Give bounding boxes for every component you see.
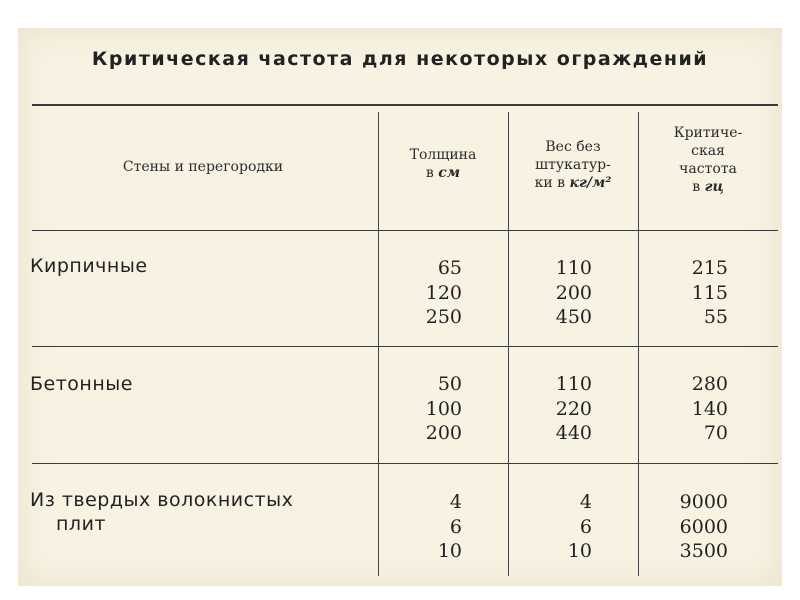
row-group-label [30, 254, 148, 278]
column-divider-1 [378, 112, 379, 576]
header-rule [32, 230, 778, 231]
table-cell: 4 [579, 491, 592, 513]
header-frequency-line-4 [640, 178, 776, 196]
table-cell: 215 [691, 257, 728, 279]
table-cell: 200 [555, 281, 592, 304]
header-thickness-line-1: Толщина [409, 147, 477, 163]
group-name-line: Из твердых волокнистых [30, 489, 294, 511]
header-weight-unit: кг/м² [569, 175, 612, 191]
table-cell: 440 [555, 422, 592, 444]
row-group-label [30, 488, 293, 536]
header-thickness-prefix: в [425, 165, 439, 181]
column-divider-2 [508, 112, 509, 576]
group-name-line: Бетонные [30, 373, 133, 395]
group-rule-2 [32, 463, 778, 464]
table-cell: 280 [691, 373, 728, 395]
column-divider-3 [638, 112, 639, 576]
table-cell: 450 [555, 306, 592, 328]
table-cell: 65 [437, 257, 462, 279]
table-cell: 3500 [679, 540, 728, 562]
table-cell: 200 [425, 422, 462, 444]
header-weight-prefix: ки в [534, 175, 570, 191]
group-name-line: плит [56, 513, 106, 535]
thickness-values [380, 372, 462, 446]
table-cell: 10 [437, 540, 462, 562]
header-thickness-line-2 [380, 164, 506, 182]
table-cell: 120 [425, 281, 462, 304]
header-frequency-line-3: частота [679, 161, 737, 177]
group-rule-1 [32, 346, 778, 347]
table-cell: 140 [691, 397, 728, 420]
table-cell: 9000 [679, 491, 728, 513]
thickness-values [380, 256, 462, 330]
table-cell: 100 [425, 397, 462, 420]
table-cell: 6000 [679, 515, 728, 538]
table-cell: 110 [555, 373, 592, 395]
table-cell: 220 [555, 397, 592, 420]
table-cell: 4 [449, 491, 462, 513]
table-cell: 110 [555, 257, 592, 279]
header-weight-line-1: Вес без [545, 139, 601, 155]
table-cell: 6 [449, 515, 462, 538]
header-walls [38, 158, 368, 176]
table-cell: 70 [703, 422, 728, 444]
header-frequency-unit: гц [704, 179, 724, 195]
thickness-values [380, 490, 462, 564]
table-cell: 250 [425, 306, 462, 328]
header-weight [510, 138, 636, 192]
header-frequency-prefix: в [692, 179, 705, 195]
table-cell: 55 [703, 306, 728, 328]
table-cell: 10 [567, 540, 592, 562]
header-thickness-unit: см [438, 165, 461, 181]
frequency-values [640, 256, 728, 330]
header-frequency-line-2: ская [691, 143, 725, 159]
table-title: Критическая частота для некоторых ограждений [91, 48, 709, 70]
frequency-values [640, 372, 728, 446]
top-rule [32, 104, 778, 106]
group-name-line: Кирпичные [30, 255, 148, 277]
header-frequency-line-1: Критиче- [673, 125, 743, 141]
header-weight-line-2: штукатур- [535, 157, 611, 173]
table-cell: 6 [579, 515, 592, 538]
table-cell: 50 [437, 373, 462, 395]
header-thickness [380, 146, 506, 182]
weight-values [510, 256, 592, 330]
row-group-label [30, 372, 133, 396]
table-cell: 115 [691, 281, 728, 304]
weight-values [510, 490, 592, 564]
header-frequency [640, 124, 776, 196]
header-weight-line-3 [510, 174, 636, 192]
weight-values [510, 372, 592, 446]
frequency-values [640, 490, 728, 564]
header-walls-text: Стены и перегородки [122, 159, 284, 175]
document-page [18, 28, 782, 586]
